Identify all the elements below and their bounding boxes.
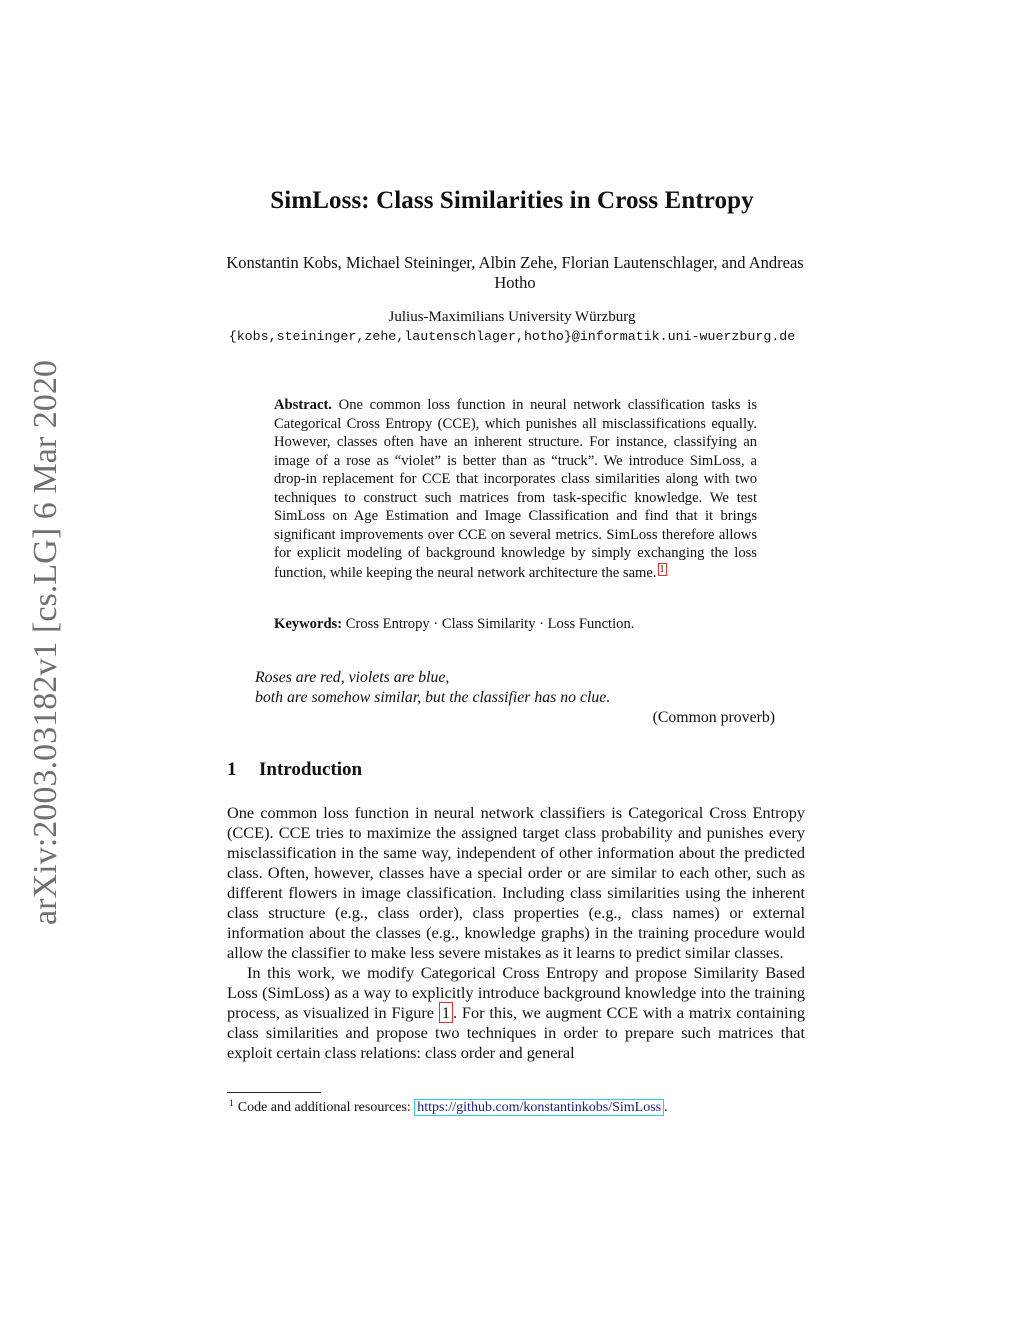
footnote-divider (227, 1092, 321, 1093)
paragraph-2-text-a: In this work, we modify Categorical Cross Entropy and propose Similarity Based Loss (SimLoss) as a way to explicitly introduce background knowledge into the training process, as visualized in Figure (227, 963, 805, 1022)
arxiv-identifier-text: arXiv:2003.03182v1 [cs.LG] 6 Mar 2020 (27, 362, 64, 925)
email-names: {kobs,steininger,zehe,lautenschlager,hotho} (228, 329, 572, 344)
figure-reference-link[interactable]: 1 (439, 1002, 453, 1023)
footnote-reference-link[interactable]: 1 (659, 563, 665, 575)
github-url-link[interactable]: https://github.com/konstantinkobs/SimLoss (414, 1099, 664, 1116)
abstract-label: Abstract. (274, 397, 332, 413)
footnote (229, 1095, 668, 1117)
abstract (274, 396, 757, 582)
abstract-text: One common loss function in neural network classification tasks is Categorical Cross Entropy (CCE), which punishes all misclassifications equally. However, classes often have an inherent structure. For instance, classifying an image of a rose as “violet” is better than as “truck”. We introduce SimLoss, a drop-in replacement for CCE that incorporates class similarities along with two techniques to construct such matrices from task-specific knowledge. We test SimLoss on Age Estimation and Image Classification and find that it brings significant improvements over CCE on several metrics. SimLoss therefore allows for explicit modeling of background knowledge by simply exchanging the loss function, while keeping the neural network architecture the same. (274, 397, 757, 581)
keywords-label: Keywords: (274, 616, 343, 632)
epigraph (255, 668, 775, 728)
paragraph-2-text-b: . For this, we augment CCE with a matrix containing class similarities and propose two techniques in order to prepare such matrices that exploit certain class relations: class order and general (227, 1003, 805, 1062)
section-title: Introduction (259, 759, 363, 780)
keywords (274, 616, 757, 633)
epigraph-line-2: both are somehow similar, but the classifier has no clue. (255, 689, 611, 706)
epigraph-line-1: Roses are red, violets are blue, (255, 669, 450, 686)
affiliation: Julius-Maximilians University Würzburg (388, 309, 636, 325)
arxiv-identifier-stamp (16, 355, 76, 930)
paper-title: SimLoss: Class Similarities in Cross Entropy (270, 187, 754, 214)
author-list: Konstantin Kobs, Michael Steininger, Albin Zehe, Florian Lautenschlager, and Andreas Hotho (226, 253, 804, 292)
email-domain: @informatik.uni-wuerzburg.de (571, 329, 796, 344)
paragraph-1: One common loss function in neural network classifiers is Categorical Cross Entropy (CCE). CCE tries to maximize the assigned target class probability and punishes every misclassification in the same way, independent of other information about the predicted class. Often, however, classes have a special order or are similar to each other, such as different flowers in image classification. Including class similarities using the inherent class structure (e.g., class order), class properties (e.g., class names) or external information about the classes (e.g., knowledge graphs) in the training procedure would allow the classifier to make less severe mistakes as it learns to predict similar classes. (227, 803, 805, 962)
author-emails (0, 328, 1024, 345)
section-number: 1 (227, 759, 237, 780)
footnote-text: Code and additional resources: (237, 1100, 415, 1115)
keywords-text: Cross Entropy · Class Similarity · Loss Function. (345, 616, 635, 632)
introduction-body (227, 803, 805, 1063)
footnote-end: . (664, 1100, 668, 1115)
epigraph-attribution: (Common proverb) (652, 709, 775, 726)
section-heading (227, 759, 362, 781)
paragraph-2 (227, 963, 805, 1063)
footnote-mark: 1 (229, 1099, 234, 1109)
